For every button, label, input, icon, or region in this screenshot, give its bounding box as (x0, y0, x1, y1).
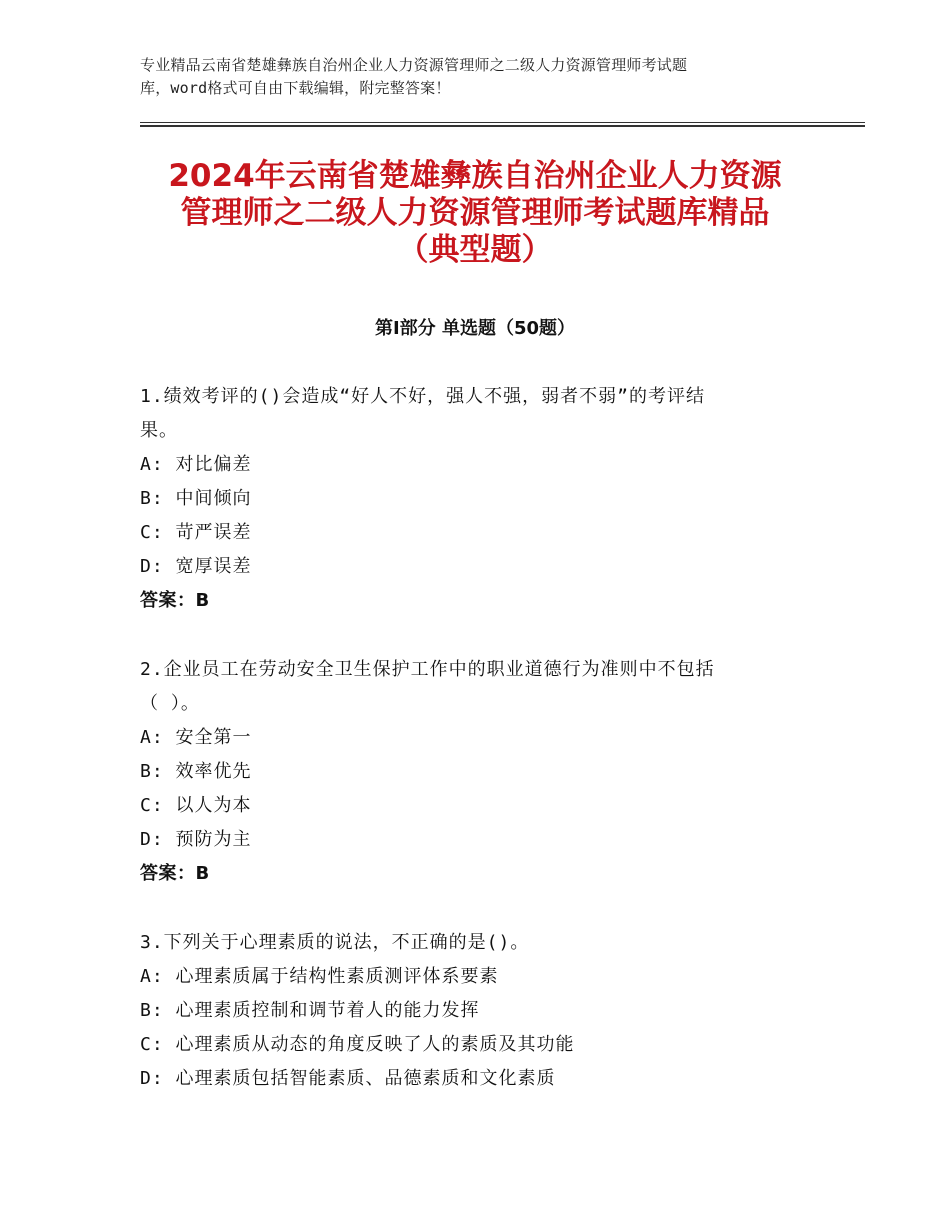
header-divider-thin (140, 122, 865, 123)
question-3-stem (140, 926, 820, 960)
question-1-stem-line-2: 果。 (140, 420, 178, 441)
question-2-option-c: C: 以人为本 (140, 795, 252, 816)
question-1 (140, 380, 820, 618)
question-3 (140, 926, 820, 1096)
question-2-answer: 答案：B (140, 863, 210, 884)
question-3-option-b: B: 心理素质控制和调节着人的能力发挥 (140, 1000, 480, 1021)
question-1-option-a: A: 对比偏差 (140, 454, 252, 475)
question-2 (140, 653, 820, 891)
question-2-option-d: D: 预防为主 (140, 829, 252, 850)
document-title-line-1: 2024年云南省楚雄彝族自治州企业人力资源 (168, 158, 782, 194)
section-title: 第Ⅰ部分 单选题（50题） (374, 318, 575, 339)
question-1-answer: 答案：B (140, 590, 210, 611)
header-note (140, 54, 820, 100)
document-title-line-2: 管理师之二级人力资源管理师考试题库精品 (180, 195, 770, 231)
document-title-line-3: （典型题） (397, 232, 553, 268)
question-1-option-d: D: 宽厚误差 (140, 556, 252, 577)
question-1-option-b: B: 中间倾向 (140, 488, 252, 509)
question-3-option-d: D: 心理素质包括智能素质、品德素质和文化素质 (140, 1068, 556, 1089)
document-title (60, 158, 890, 269)
question-1-stem-line-1: 1.绩效考评的()会造成“好人不好，强人不强，弱者不弱”的考评结 (140, 386, 706, 407)
header-note-line-2: 库，word格式可自由下载编辑，附完整答案！ (140, 79, 451, 97)
header-note-line-1: 专业精品云南省楚雄彝族自治州企业人力资源管理师之二级人力资源管理师考试题 (140, 56, 688, 74)
question-2-option-a: A: 安全第一 (140, 727, 252, 748)
question-1-option-c: C: 苛严误差 (140, 522, 252, 543)
question-1-stem (140, 380, 820, 448)
question-2-stem (140, 653, 820, 721)
question-3-option-a: A: 心理素质属于结构性素质测评体系要素 (140, 966, 499, 987)
question-2-stem-line-2: （ ）。 (140, 693, 200, 714)
header-divider-thick (140, 125, 865, 127)
question-2-option-b: B: 效率优先 (140, 761, 252, 782)
question-3-option-c: C: 心理素质从动态的角度反映了人的素质及其功能 (140, 1034, 575, 1055)
question-3-stem-line-1: 3.下列关于心理素质的说法，不正确的是()。 (140, 932, 530, 953)
question-2-stem-line-1: 2.企业员工在劳动安全卫生保护工作中的职业道德行为准则中不包括 (140, 659, 715, 680)
